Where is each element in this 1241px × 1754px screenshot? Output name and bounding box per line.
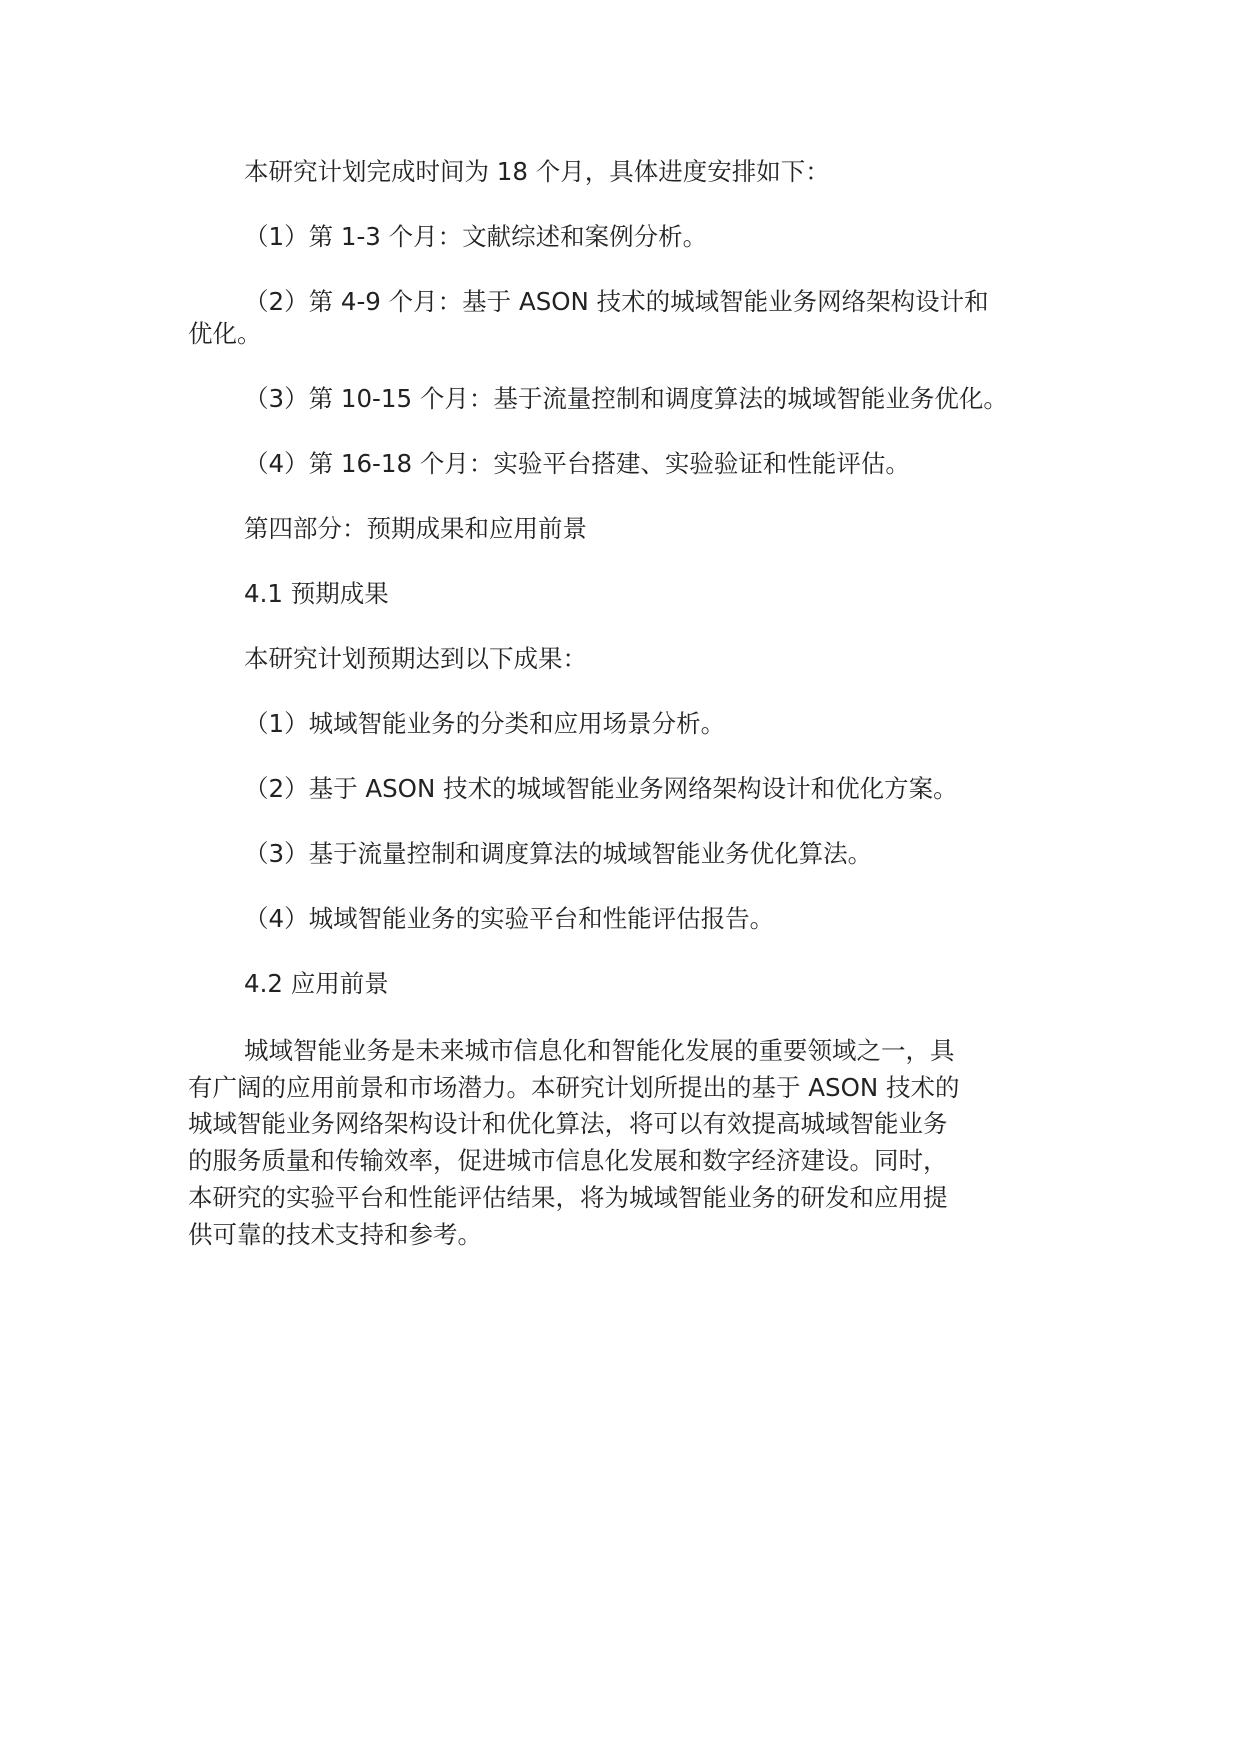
outcomes-intro: 本研究计划预期达到以下成果： <box>244 644 587 673</box>
outcome-item-3: （3）基于流量控制和调度算法的城域智能业务优化算法。 <box>244 839 873 868</box>
prospects-line-6: 供可靠的技术支持和参考。 <box>188 1219 482 1249</box>
schedule-item-2-continuation: 优化。 <box>188 319 262 348</box>
part-four-heading: 第四部分：预期成果和应用前景 <box>244 514 587 543</box>
schedule-item-4: （4）第 16-18 个月：实验平台搭建、实验验证和性能评估。 <box>244 449 910 478</box>
outcome-item-4: （4）城域智能业务的实验平台和性能评估报告。 <box>244 904 775 933</box>
schedule-item-1: （1）第 1-3 个月：文献综述和案例分析。 <box>244 222 708 251</box>
prospects-paragraph <box>188 1033 1068 1253</box>
prospects-line-3: 城域智能业务网络架构设计和优化算法，将可以有效提高城域智能业务 <box>188 1109 948 1139</box>
schedule-item-2: （2）第 4-9 个月：基于 ASON 技术的城域智能业务网络架构设计和 <box>244 287 989 316</box>
prospects-line-5: 本研究的实验平台和性能评估结果，将为城域智能业务的研发和应用提 <box>188 1182 948 1212</box>
schedule-intro: 本研究计划完成时间为 18 个月，具体进度安排如下： <box>244 157 830 186</box>
section-4-1-heading: 4.1 预期成果 <box>244 579 389 608</box>
prospects-line-2: 有广阔的应用前景和市场潜力。本研究计划所提出的基于 ASON 技术的 <box>188 1072 960 1102</box>
prospects-line-4: 的服务质量和传输效率，促进城市信息化发展和数字经济建设。同时， <box>188 1146 948 1176</box>
schedule-item-3: （3）第 10-15 个月：基于流量控制和调度算法的城域智能业务优化。 <box>244 384 1008 413</box>
outcome-item-2: （2）基于 ASON 技术的城域智能业务网络架构设计和优化方案。 <box>244 774 958 803</box>
outcome-item-1: （1）城域智能业务的分类和应用场景分析。 <box>244 709 726 738</box>
document-body <box>188 156 1068 1253</box>
prospects-line-1: 城域智能业务是未来城市信息化和智能化发展的重要领域之一，具 <box>244 1036 955 1065</box>
section-4-2-heading: 4.2 应用前景 <box>244 969 389 998</box>
